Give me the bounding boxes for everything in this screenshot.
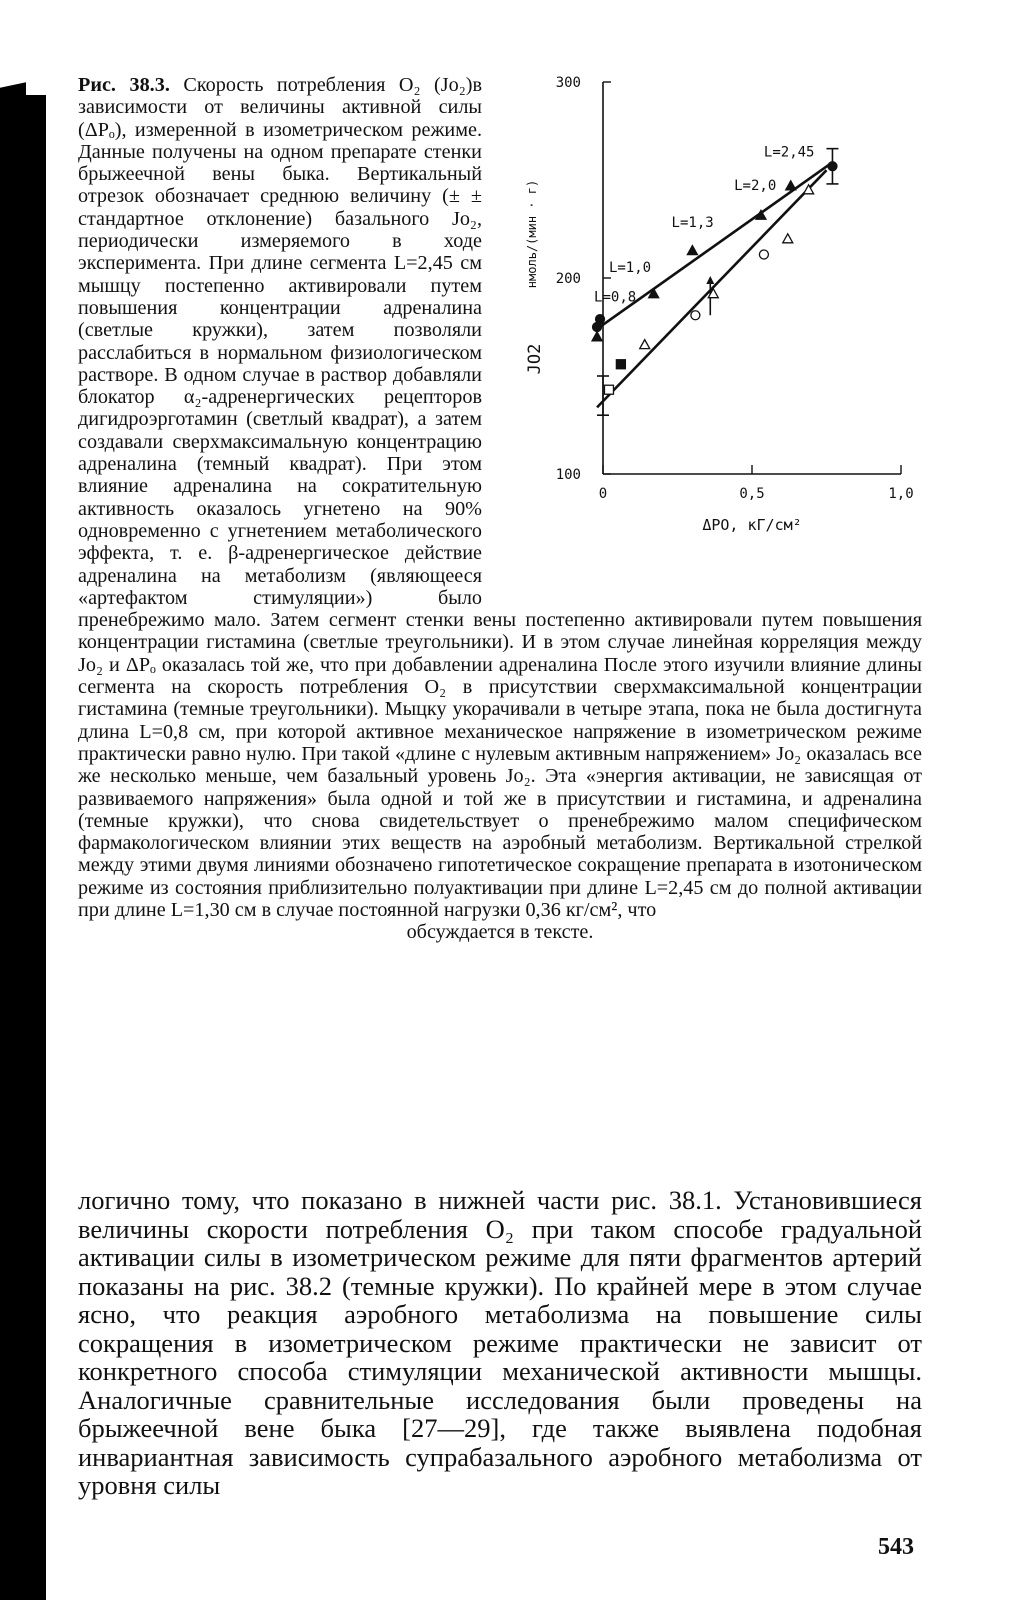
figure xyxy=(490,68,922,593)
data-point-filled-triangle xyxy=(592,332,602,341)
caption-last-line: обсуждается в тексте. xyxy=(406,921,594,944)
length-annotation: L=1,0 xyxy=(608,260,652,277)
data-point-filled-circle xyxy=(828,162,837,171)
y-tick-label: 100 xyxy=(555,467,581,483)
x-axis-label: ΔPO, кГ/см² xyxy=(702,516,802,534)
chart xyxy=(490,68,922,593)
page-binding-edge xyxy=(0,95,46,1600)
length-annotation: L=2,45 xyxy=(763,144,815,161)
caption-label: Рис. 38.3. xyxy=(78,74,170,96)
x-tick-label: 0,5 xyxy=(739,486,765,502)
x-tick-label: 1,0 xyxy=(888,486,914,502)
page-binding-notch xyxy=(0,82,26,128)
length-annotation: L=2,0 xyxy=(734,177,777,194)
data-point-filled-triangle xyxy=(786,181,796,190)
data-point-filled-square xyxy=(616,360,625,369)
data-point-open-square xyxy=(604,385,613,394)
body-paragraph: логично тому, что показано в нижней части рис. 38.1. Установившиеся величины скорости потребления O₂ при таком способе градуальной активации силы в изометрическом режиме для пяти фрагментов артерий показаны на рис. 38.2 (темные кружки). По крайней мере в этом случае ясно, что реакция аэробного метаболизма на повышение силы сокращения в изометрическом режиме практически не зависит от конкретного способа стимуляции механической активности мышцы. Аналогичные сравнительные исследования были проведены на брыжеечной вене быка [27—29], где также выявлена подобная инвариантная зависимость супрабазального аэробного метаболизма от уровня силы xyxy=(78,1185,922,1500)
data-point-open-circle xyxy=(759,250,768,259)
figure-caption xyxy=(78,74,922,944)
x-tick-label: 0 xyxy=(598,486,608,502)
length-annotation: L=1,3 xyxy=(671,215,714,232)
data-point-open-triangle xyxy=(640,340,650,349)
data-point-filled-triangle xyxy=(687,246,697,255)
data-point-open-triangle xyxy=(783,234,793,243)
data-point-filled-circle xyxy=(593,323,602,332)
page-number: 543 xyxy=(878,1534,914,1560)
y-axis-label: JO2 xyxy=(525,343,545,375)
y-axis-unit-label: нмоль/(мин · г) xyxy=(525,179,539,289)
caption-text: Скорость потребления O₂ (Jo₂)в зависимости от величины активной силы (ΔPₒ), измеренной в изометрическом режиме. Данные получены на одном препарате стенки брыжеечной вены быка. Вертикальный отрезок обозначает среднюю величину (± ± стандартное отклонение) базального Jo₂, периодически измеряемого в ходе эксперимента. При длине сегмента L=2,45 см мышцу постепенно активировали путем повышения концентрации адреналина (светлые кружки), затем позволяли расслабиться в нормальном физиологическом растворе. В одном случае в раствор добавляли блокатор α₂-адренергических рецепторов дигидроэрготамин (светлый квадрат), а затем создавали сверхмаксимальную концентрацию адреналина (темный квадрат). При этом влияние адреналина на сократительную активность оказалось угнетено на 90% одновременно с угнетением метаболического эффекта, т. е. β-адренергическое действие адреналина на метаболизм (являющееся «артефактом стимуляции») было пренебрежимо мало. Затем сегмент стенки вены постепенно активировали путем повышения концентрации гистамина (светлые треугольники). И в этом случае линейная корреляция между Jo₂ и ΔPₒ оказалась той же, что при добавлении адреналина После этого изучили влияние длины сегмента на скорость потребления O₂ в присутствии сверхмаксимальной концентрации гистамина (темные треугольники). Мыцку укорачивали в четыре этапа, пока не была достигнута длина L=0,8 см, при которой активное механическое напряжение в изометрическом режиме практически равно нулю. При такой «длине с нулевым активным напряжением» Jo₂ оказалась все же несколько меньше, чем базальный уровень Jo₂. Эта «энергия активации, не зависящая от развиваемого напряжения» была одной и той же в присутствии и гистамина, и адреналина (темные кружки), что снова свидетельствует о пренебрежимо малом специфическом фармакологическом влиянии этих веществ на аэробный метаболизм. Вертикальной стрелкой между этими двумя линиями обозначено гипотетическое сокращение препарата в изотоническом режиме из состояния приблизительно полуактивации при длине L=2,45 см до полной активации при длине L=1,30 см в случае постоянной нагрузки 0,36 кг/см², что xyxy=(78,74,922,921)
data-point-open-circle xyxy=(691,311,700,320)
y-tick-label: 300 xyxy=(555,75,581,91)
length-annotation: L=0,8 xyxy=(594,289,637,306)
arrow-head xyxy=(706,276,714,284)
y-tick-label: 200 xyxy=(555,271,581,287)
